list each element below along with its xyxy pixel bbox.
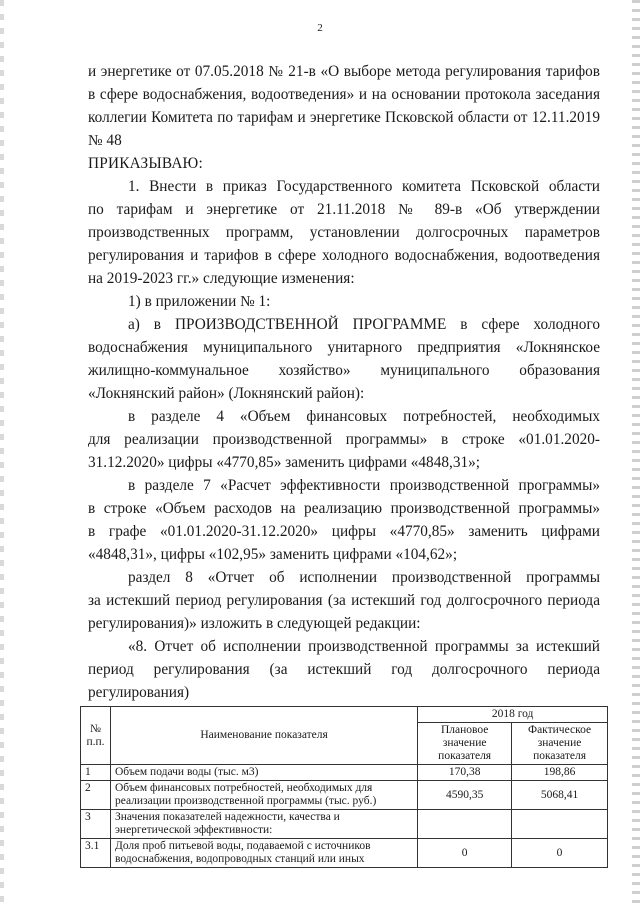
- text-line: в графе «01.01.2020-31.12.2020» цифры «4770,85» заменить цифрами: [88, 523, 600, 540]
- table-row: [81, 839, 608, 868]
- row-plan: 4590,35: [418, 781, 512, 810]
- text-line: регулирования и тарифов в сфере холодного водоснабжения, водоотведения: [88, 247, 600, 264]
- text-line: регулирования): [88, 684, 190, 701]
- text-line: в разделе 4 «Объем финансовых потребностей, необходимых: [128, 408, 600, 425]
- row-name: Объем подачи воды (тыс. м3): [110, 765, 417, 781]
- row-number: 1: [81, 765, 111, 781]
- text-line: период регулирования (за истекший год долгосрочного периода: [88, 661, 600, 678]
- col-header-number: № п.п.: [81, 707, 111, 765]
- text-line: «4848,31», цифры «102,95» заменить цифрами «104,62»;: [88, 546, 458, 563]
- row-fact: 5068,41: [512, 781, 608, 810]
- scan-edge-right: [632, 0, 640, 905]
- row-name: Объем финансовых потребностей, необходимых для реализации производственной программы (тыс. руб.): [110, 781, 417, 810]
- text-line: а) в ПРОИЗВОДСТВЕННОЙ ПРОГРАММЕ в сфере холодного: [128, 316, 600, 333]
- text-line: по тарифам и энергетике от 21.11.2018 № 89-в «Об утверждении: [88, 201, 600, 218]
- text-line: в разделе 7 «Расчет эффективности производственной программы»: [128, 477, 600, 494]
- text-line: раздел 8 «Отчет об исполнении производственной программы: [128, 569, 600, 586]
- text-line: 1) в приложении № 1:: [128, 293, 271, 310]
- col-header-fact: Фактическое значение показателя: [512, 723, 608, 765]
- scan-edge-left: [0, 0, 4, 905]
- text-line: «Локнянский район» (Локнянский район):: [88, 385, 365, 402]
- text-line: на 2019-2023 гг.» следующие изменения:: [88, 270, 355, 287]
- row-fact: 198,86: [512, 765, 608, 781]
- row-number: 3.1: [81, 839, 111, 868]
- text-line: 31.12.2020» цифры «4770,85» заменить цифрами «4848,31»;: [88, 454, 481, 471]
- text-line: в сфере водоснабжения, водоотведения» и на основании протокола заседания: [88, 86, 600, 103]
- text-line: 1. Внести в приказ Государственного комитета Псковской области: [128, 178, 600, 195]
- text-line: производственных программ, установлении долгосрочных параметров: [88, 224, 600, 241]
- text-line: в строке «Объем расходов на реализацию производственной программы»: [88, 500, 600, 517]
- col-header-year: 2018 год: [418, 707, 608, 723]
- row-number: 3: [81, 810, 111, 839]
- col-header-name: Наименование показателя: [110, 707, 417, 765]
- report-table: [80, 706, 608, 868]
- text-line: «8. Отчет об исполнении производственной программы за истекший: [128, 638, 600, 655]
- text-line: за истекший период регулирования (за истекший год долгосрочного периода: [88, 592, 600, 609]
- row-fact: 0: [512, 839, 608, 868]
- table-row: [81, 765, 608, 781]
- text-line: коллегии Комитета по тарифам и энергетике Псковской области от 12.11.2019: [88, 109, 600, 126]
- text-line: и энергетике от 07.05.2018 № 21-в «О выборе метода регулирования тарифов: [88, 63, 600, 80]
- text-line: водоснабжения муниципального унитарного предприятия «Локнянское: [88, 339, 600, 356]
- row-name: Доля проб питьевой воды, подаваемой с источников водоснабжения, водопроводных станций или иных: [110, 839, 417, 868]
- table-row: [81, 810, 608, 839]
- text-line: регулирования)» изложить в следующей редакции:: [88, 615, 421, 632]
- page-number: 2: [317, 22, 323, 34]
- order-heading: ПРИКАЗЫВАЮ:: [88, 155, 203, 172]
- row-fact: [512, 810, 608, 839]
- row-plan: 170,38: [418, 765, 512, 781]
- col-header-plan: Плановое значение показателя: [418, 723, 512, 765]
- text-line: для реализации производственной программы» в строке «01.01.2020-: [88, 431, 600, 448]
- row-name: Значения показателей надежности, качества и энергетической эффективности:: [110, 810, 417, 839]
- row-plan: 0: [418, 839, 512, 868]
- text-line: жилищно-коммунальное хозяйство» муниципального образования: [88, 362, 600, 379]
- text-line: № 48: [88, 132, 122, 149]
- table-row: [81, 781, 608, 810]
- row-plan: [418, 810, 512, 839]
- row-number: 2: [81, 781, 111, 810]
